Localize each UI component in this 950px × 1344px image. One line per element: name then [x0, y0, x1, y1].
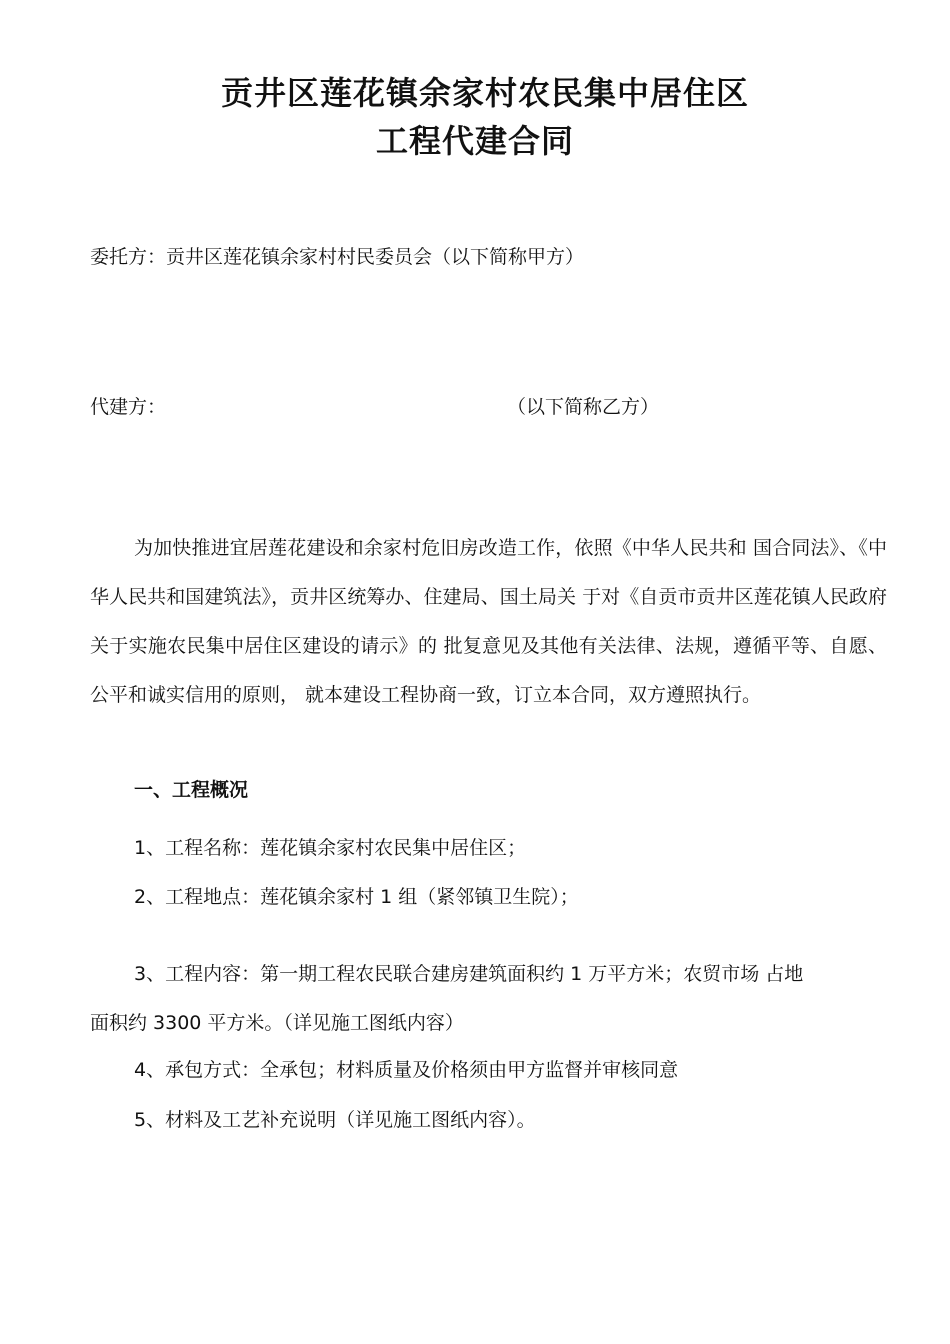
- section-heading-project-overview: 一、工程概况: [134, 779, 249, 801]
- project-content-line-2: 面积约 3300 平方米。（详见施工图纸内容）: [90, 1012, 464, 1034]
- document-title-line-1: 贡井区莲花镇余家村农民集中居住区: [220, 74, 749, 112]
- overview-item-materials-note: 5、材料及工艺补充说明（详见施工图纸内容）。: [134, 1109, 536, 1131]
- overview-item-project-location: 2、工程地点：莲花镇余家村 1 组（紧邻镇卫生院）；: [134, 886, 579, 908]
- party-a-line: 委托方：贡井区莲花镇余家村村民委员会（以下简称甲方）: [90, 246, 585, 268]
- party-b-suffix: （以下简称乙方）: [507, 396, 660, 418]
- preamble-paragraph: 为加快推进宜居莲花建设和余家村危旧房改造工作，依照《中华人民共和 国合同法》、《中华人民共和国建筑法》，贡井区统筹办、住建局、国土局关 于对《自贡市贡井区莲花镇人民政府关于实施农民集中居住区建设的请示》的 批复意见及其他有关法律、法规，遵循平等、自愿、公平和诚实信用的原则， 就本建设工程协商一致，订立本合同，双方遵照执行。: [90, 537, 887, 706]
- party-b-label: 代建方：: [90, 396, 167, 418]
- overview-item-contract-mode: 4、承包方式：全承包；材料质量及价格须由甲方监督并审核同意: [134, 1059, 679, 1081]
- project-content-line-1: 3、工程内容：第一期工程农民联合建房建筑面积约 1 万平方米；农贸市场 占地: [134, 963, 804, 985]
- overview-item-project-content: [90, 950, 887, 1048]
- document-title-line-2: 工程代建合同: [375, 122, 574, 160]
- overview-item-project-name: 1、工程名称：莲花镇余家村农民集中居住区；: [134, 837, 527, 859]
